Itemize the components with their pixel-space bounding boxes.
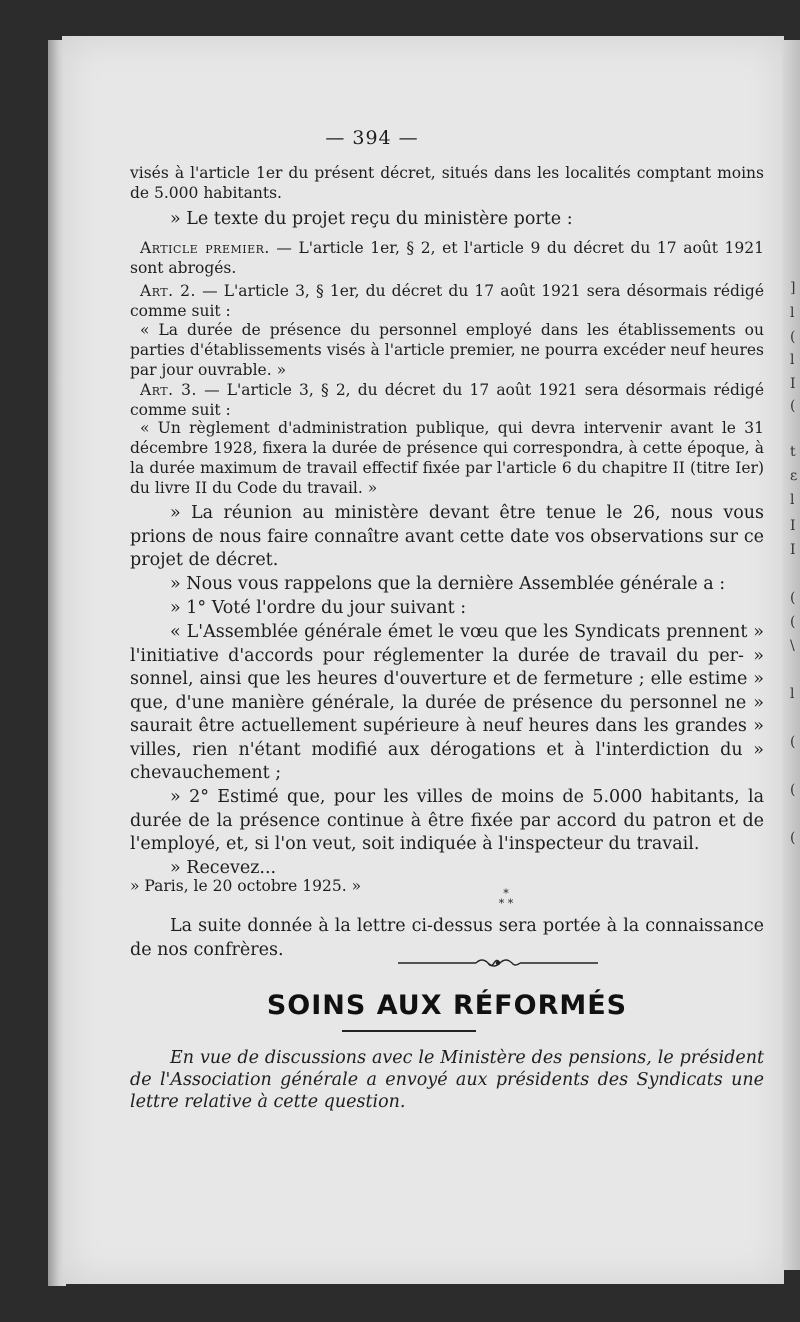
page-number: — 394 — xyxy=(325,127,419,149)
section-intro: En vue de discussions avec le Ministère des pensions, le président de l'Association générale a envoyé aux présidents des Syndicats une lettre relative à cette question. xyxy=(130,1048,764,1112)
asterism-bottom: * * xyxy=(498,897,514,910)
title-underline xyxy=(342,1030,476,1032)
paragraph-intro: visés à l'article 1er du présent décret, situés dans les localités comptant moins de 5.000 habitants. xyxy=(130,164,764,202)
paragraph-resolution: « L'Assemblée générale émet le vœu que les Syndicats prennent » l'initiative d'accords pour réglementer la durée de travail du per- » sonnel, ainsi que les heures d'ouverture et de fermeture ; elle estime » que, d'une manière générale, la durée de présence du personnel ne » saurait être actuellement supérieure à neuf heures dans les grandes » villes, rien n'étant modifié aux dérogations et à l'interdiction du » chevauchement ; xyxy=(130,622,764,783)
facing-mark: ( xyxy=(790,734,796,750)
article-text: — L'article 3, § 2, du décret du 17 août 1921 sera désormais rédigé comme suit : xyxy=(130,381,765,419)
section-title: SOINS AUX RÉFORMÉS xyxy=(266,990,628,1021)
article-3 xyxy=(130,380,764,420)
facing-mark: ] xyxy=(790,280,796,296)
paragraph-reminder: » Nous vous rappelons que la dernière Assemblée générale a : xyxy=(170,574,726,594)
paragraph-estimate: » 2° Estimé que, pour les villes de moins de 5.000 habitants, la durée de la présence continue à être fixée par accord du patron et de l'employé, et, si l'on veut, soit indiquée à l'inspecteur du travail. xyxy=(130,787,764,854)
article-label: Article premier. xyxy=(140,239,270,257)
asterism-top: * xyxy=(503,887,509,900)
facing-mark: l xyxy=(790,352,795,368)
paragraph-closing: » Recevez... xyxy=(170,858,277,878)
facing-mark: ( xyxy=(790,614,796,630)
paragraph-meeting: » La réunion au ministère devant être tenue le 26, nous vous prions de nous faire connaître avant cette date vos observations sur ce projet de décret. xyxy=(130,503,764,570)
facing-mark: \ xyxy=(790,638,795,654)
facing-mark: I xyxy=(790,376,796,392)
facing-mark: ( xyxy=(790,782,796,798)
facing-mark: I xyxy=(790,542,796,558)
article-label: Art. 3. xyxy=(140,381,197,399)
article-3-quote: « Un règlement d'administration publique, qui devra intervenir avant le 31 décembre 1928, fixera la durée de présence qui correspondra, à cette époque, à la durée maximum de travail effectif fixée par l'article 6 du chapitre II (titre Ier) du livre II du Code du travail. » xyxy=(130,419,764,497)
facing-mark: ( xyxy=(790,329,796,345)
facing-mark: l xyxy=(790,305,795,321)
facing-page-edge xyxy=(782,40,800,1270)
paragraph-vote: » 1° Voté l'ordre du jour suivant : xyxy=(170,598,467,618)
facing-mark: I xyxy=(790,518,796,534)
asterism xyxy=(476,889,536,917)
facing-mark: t xyxy=(790,444,796,460)
article-premier xyxy=(130,238,764,278)
facing-mark: ( xyxy=(790,830,796,846)
facing-mark: ( xyxy=(790,590,796,606)
facing-mark: l xyxy=(790,686,795,702)
paragraph-followup: La suite donnée à la lettre ci-dessus sera portée à la connaissance de nos confrères. xyxy=(130,916,764,960)
article-label: Art. 2. xyxy=(140,282,196,300)
article-2 xyxy=(130,281,764,321)
paragraph-project-text: » Le texte du projet reçu du ministère porte : xyxy=(170,209,573,229)
dateline: » Paris, le 20 octobre 1925. » xyxy=(130,877,362,895)
facing-mark: ( xyxy=(790,398,796,414)
ornament-divider xyxy=(398,955,598,971)
article-text: — L'article 3, § 1er, du décret du 17 août 1921 sera désormais rédigé comme suit : xyxy=(130,282,764,320)
article-2-quote: « La durée de présence du personnel employé dans les établissements ou parties d'établissements visés à l'article premier, ne pourra excéder neuf heures par jour ouvrable. » xyxy=(130,321,764,379)
article-text: — L'article 1er, § 2, et l'article 9 du décret du 17 août 1921 sont abrogés. xyxy=(130,239,764,277)
facing-mark: l xyxy=(790,492,795,508)
facing-mark: ε xyxy=(790,468,798,484)
